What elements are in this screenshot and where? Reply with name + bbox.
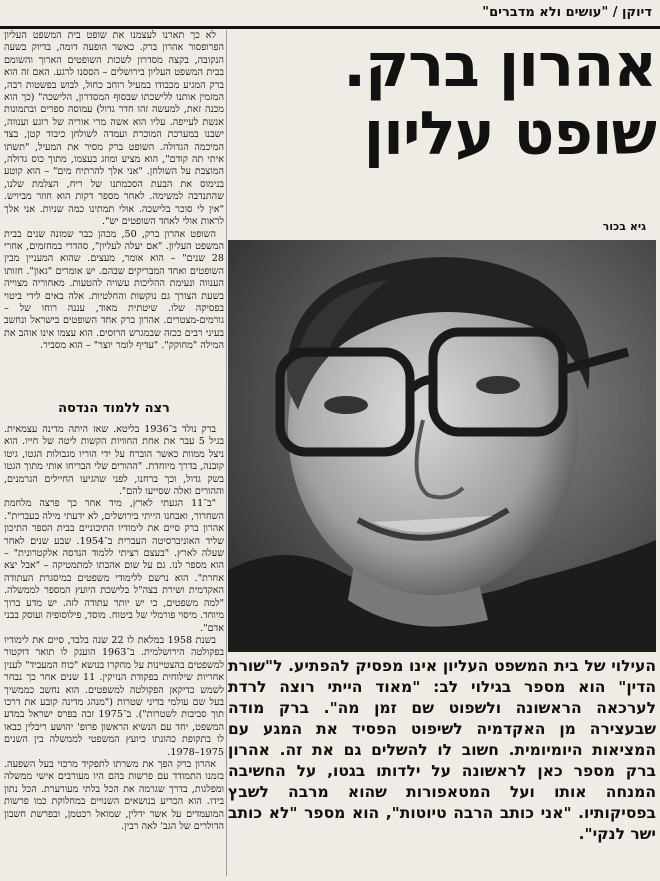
- portrait-illustration: [228, 240, 656, 652]
- headline-line-2: שופט עליון: [363, 99, 656, 168]
- section-header: [0, 0, 660, 29]
- column-divider: [226, 30, 227, 876]
- paragraph: בשנת 1958 במלאת לו 22 שנה בלבד, סיים את לימודיו בפקולטה הירושלמית. ב־1963 הוענק לו תואר דוקטור למשפטים בהצטיינות על מחקרו בנושא "כוח המעביד" לענין אחריות שילוחית בפקודת הנזיקין. 11 שנים אחר כך נבחר לשמש כדיקאן הפקולטה למשפטים. הוא נחשב כממשיך בעל שם עולמי בדיני שטרות ("מנהג מדינה קובע את דרכו תוך סביבות לשטרות"). ב־1975 זכה בפרס ישראל במדע המשפט, יחד עם הנשיא הראשון פרופ' יהושע ריבלין כבאו לו בתקופת כהונתו כיועץ המשפטי לממשלה בין השנים 1975–1978.: [4, 634, 224, 758]
- paragraph: אהרון ברק הפך את משרתו לתפקיד מרכזי בעל השפעה. בזמנו התמודד עם פרשות בהם היו מעורבים אישי ממשלה ומפלגות, בדרך שגרמה את הכל בלתי מעורערת. הכל נתון בידו. הוא הכריע בנושאים השנויים במחלוקת כמו פרשות המועמדים על אשר ידלין, שמואל רכטמן, ובפרשת חשבון הדולרים של הגב' לאה רבין.: [4, 758, 224, 832]
- article-column-2: [4, 424, 224, 876]
- headline: [228, 32, 656, 168]
- subheading: רצה ללמוד הנדסה: [58, 401, 170, 416]
- byline: גיא בכור: [602, 220, 646, 233]
- portrait-photo: [228, 240, 656, 652]
- paragraph: ברק נולד ב־1936 בליטא. שאז היתה מדינה עצמאית. בגיל 5 עבר את אחת החוויות הקשות ליטה של חייו. הוא ניצל ממוות כאשר הוברח על ידי הוריו מגבולות הגטו, גיטו קובנה, בדרך מיוחדת. "ההורים שלי הבריחו אותי מתוך הגטו בשק גדול, וכך ברחנו, לפני שהגיעו החיילים הגרמנים, וההורים ואלה שסייעו להם".: [4, 424, 224, 498]
- headline-line-1: אהרון ברק.: [343, 32, 656, 101]
- photo-caption: העילוי של בית המשפט העליון אינו מפסיק להפתיע. ל"שורת הדין" הוא מספר בגילוי לב: "מאוד הייתי רוצה לרדת לערכאה הראשונה ולשפוט שם זמן מה". ברק מודה שבעצירה מן האקדמיה לשיפוט הפסיד את המגע עם המציאות היומיומית. חשוב לו להשלים גם את זה. אהרון ברק מספר כאן לראשונה על ילדותו בגטו, על החשיבה המנחה אותו ועל המטאפורות שהוא מרבה לשבץ בפסיקותיו. "אני כותב הרבה טיוטות", הוא מספר "לא כותב ישר לנקי".: [228, 657, 656, 843]
- paragraph: לא כך תארנו לעצמנו את שופט בית המשפט העליון הפרופסור אהרון ברק. כאשר הופעה דומה, בדיוק בשעה הנקובה, בקצה מסדרון לשכות השופטים הארוך והשומם בבית המשפט העליון בירושלים – הססנו לרגע. האם זה הוא ברק המגיע מכבודו במעיל רוחב כחול, לבוש בפשטות רבה, המזמין אותנו ללישכתו שבסוף המסדרון, הלישכה" (כך הוא מכנה זאת, למעשה זהו חדר גדול) עמוסה ספרים ובתמונות אנשת לעייפה. עליו הוא אשה מרי אוריה של רוגע וענווה, ישבנו במערכת המוכרת ועמדה לשולחן כיבוד קטן, בצד המיכמה הגדולה. השופט ברק מסיר את המעיל, "תשתו איתי תה קודם", הוא מציע ומוזג בעצמו, מתוך כוס גדולה, המוצבת על השולחן. "אני אלך להרתיח מים" – הוא קוטע בנימוס את הבעת הסכמתנו של ריח, הצלמת שלנו, שהתנדבה למשימה. לאחר מספר דקות הוא חוזר מביויש. "אין לי סוכר בלישכה. אולי תמתינו כמה שניות. אני אלך לראות אולי לאחד השופטים יש".: [4, 30, 224, 228]
- section-label: דיוקן / "עושים ולא מדברים": [482, 5, 652, 20]
- article-column-1: [4, 30, 224, 395]
- paragraph: השופט אהרון ברק, 50, מכהן כבר שמונה שנים בבית המשפט העליון. "אם יעלה לעליון", סהדרי במחזמים, אחרי 28 שנים" – הוא אומר, מעצים. שהוא המעניין מבין השופטים ואחד המבריקים שבהם. יש אומרים "גאון". חזותו הענווה ונעימת ההליכות עשויה להטעות. מאחוריה מצוייה בשעת הצורך גם נוקשות והחלטיות. אלה באים לידי ביטוי בפסיקה שלו. שיטתית מאוד, עננה רוחו של – גורמים-מצטרים. אהרון ברק אחד השופטים בישראל ונחשב בעיני רבים ככזה שבמגרש הרוסים. הוא עצמו אינו אוהב את המילה "מחוקק". "עדיף לומר יוצר" – הוא מסביר.: [4, 228, 224, 352]
- paragraph: "ב־11 הגעתי לארץ, מיד אחר כך פרצה מלחמת השחרור, ואבחנו הייתי בירושלים, לא ידעתי מילה בעברית". אהרון ברק סיים את לימודיו התיכוניים בבית הספר התיכון שליד האוניברסיטה העברית ב־1954. שבע שנים לאחר שעלה לארץ. "בעצם רציתי ללמוד הנדסה אלקטרונית" – הוא מספר לנו. גם על שום אהבתו למתמטיקה – "אבל יצא אחרת". הוא נרשם ללימודי משפטים במיסגרת העתודה האקדמית ושירת בצה"ל בלישכת היועץ המספר לממשלה. "למה משפטים, כי יש יותר עתודה לזה. יש מדע ברוך מיוחד. מיסוי פורמלי של ביטוח. מוסד, פילוסופיה ועוסק בבני אדם".: [4, 498, 224, 634]
